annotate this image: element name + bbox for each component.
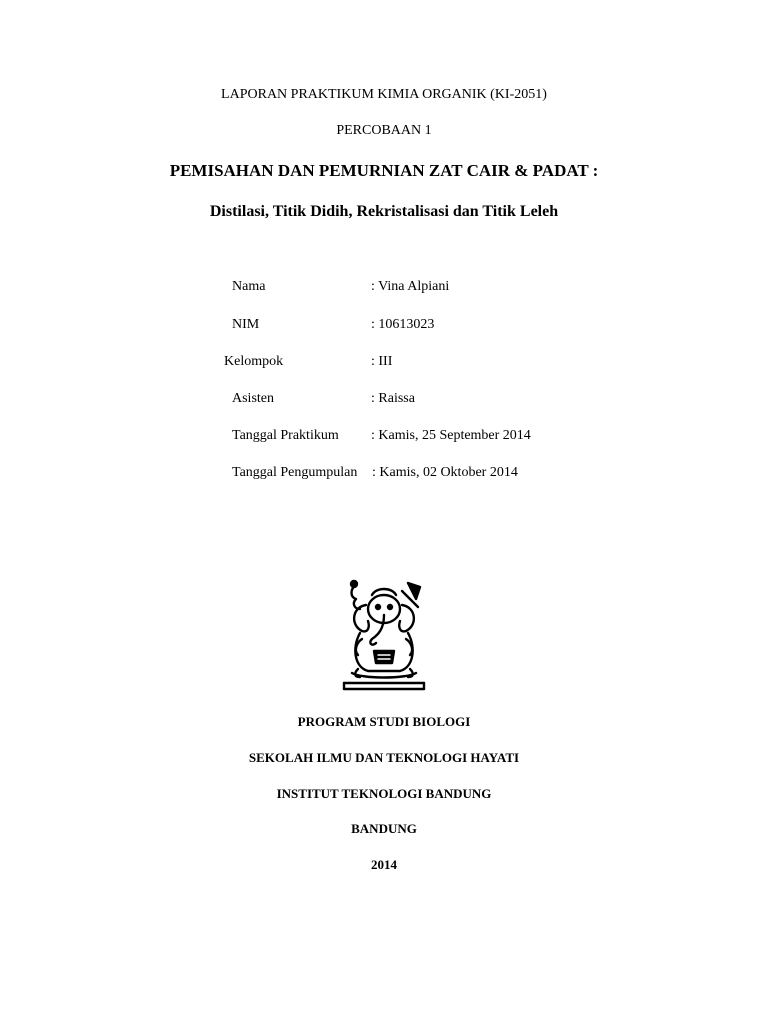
year: 2014: [371, 857, 397, 872]
practicum-date-value: : Kamis, 25 September 2014: [371, 428, 531, 443]
school-name: SEKOLAH ILMU DAN TEKNOLOGI HAYATI: [248, 750, 520, 765]
assistant-value: : Raissa: [371, 391, 415, 406]
itb-ganesha-logo-icon: [338, 577, 430, 693]
institute-name: INSTITUT TEKNOLOGI BANDUNG: [276, 786, 492, 801]
nim-value: : 10613023: [371, 317, 435, 332]
practicum-date-label: Tanggal Praktikum: [232, 428, 339, 443]
city-name: BANDUNG: [351, 821, 417, 836]
name-label: Nama: [232, 279, 266, 294]
group-label: Kelompok: [224, 354, 284, 369]
submission-date-value: : Kamis, 02 Oktober 2014: [372, 465, 518, 480]
experiment-number: PERCOBAAN 1: [336, 123, 432, 138]
main-title: PEMISAHAN DAN PEMURNIAN ZAT CAIR & PADAT :: [169, 161, 599, 180]
group-value: : III: [371, 354, 393, 369]
nim-label: NIM: [232, 317, 260, 332]
program-name: PROGRAM STUDI BIOLOGI: [297, 714, 471, 729]
assistant-label: Asisten: [232, 391, 274, 406]
submission-date-label: Tanggal Pengumpulan: [232, 465, 358, 480]
subtitle: Distilasi, Titik Didih, Rekristalisasi dan Titik Leleh: [209, 203, 559, 220]
report-title: LAPORAN PRAKTIKUM KIMIA ORGANIK (KI-2051): [221, 87, 547, 102]
name-value: : Vina Alpiani: [371, 279, 450, 294]
